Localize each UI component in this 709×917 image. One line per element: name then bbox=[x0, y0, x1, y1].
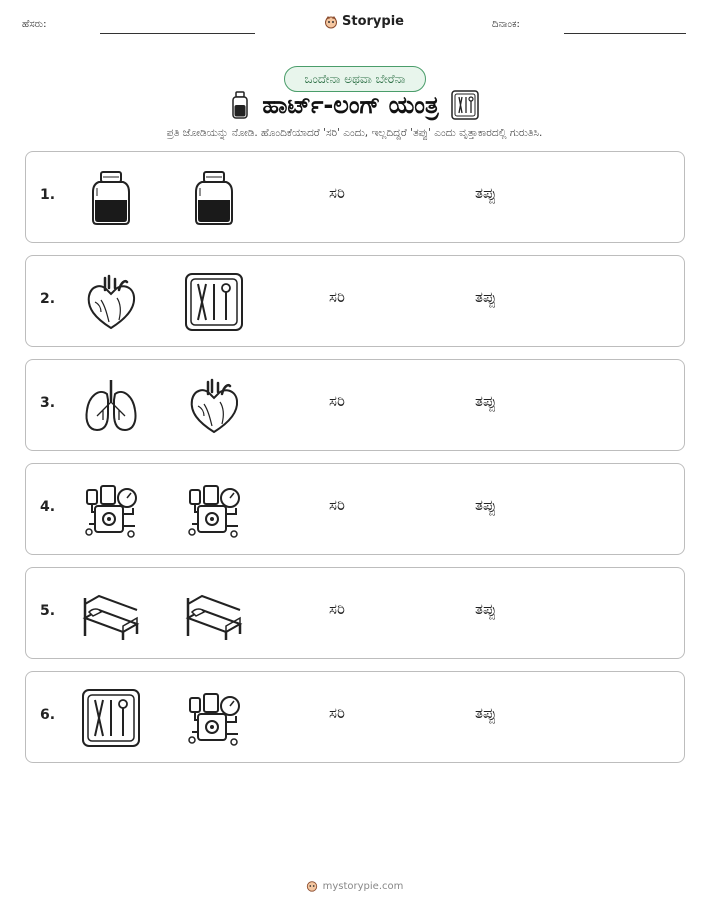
question-card bbox=[25, 567, 685, 659]
tools-icon bbox=[79, 686, 143, 750]
bottle-icon bbox=[79, 166, 143, 230]
option-false[interactable]: ತಪ್ಪು bbox=[475, 496, 497, 514]
storypie-mascot-icon bbox=[324, 15, 338, 29]
option-true[interactable]: ಸರಿ bbox=[329, 496, 345, 514]
title-row bbox=[0, 90, 709, 120]
footer bbox=[0, 880, 709, 892]
option-true[interactable]: ಸರಿ bbox=[329, 288, 345, 306]
question-number: 4. bbox=[40, 499, 56, 515]
question-number: 2. bbox=[40, 291, 56, 307]
machine-icon bbox=[182, 478, 246, 542]
option-false[interactable]: ತಪ್ಪು bbox=[475, 600, 497, 618]
machine-icon bbox=[182, 686, 246, 750]
bottle-icon bbox=[182, 166, 246, 230]
question-card bbox=[25, 255, 685, 347]
brand-name: Storypie bbox=[342, 14, 404, 29]
heart-icon bbox=[79, 270, 143, 334]
option-false[interactable]: ತಪ್ಪು bbox=[475, 288, 497, 306]
question-number: 3. bbox=[40, 395, 56, 411]
instructions: ಪ್ರತಿ ಜೋಡಿಯನ್ನು ನೋಡಿ. ಹೊಂದಿಕೆಯಾದರೆ 'ಸರಿ' ಎಂದು, ಇಲ್ಲದಿದ್ದರೆ 'ತಪ್ಪು' ಎಂದು ವೃತ್ತಾಕಾರದಲ್ಲಿ ಗುರುತಿಸಿ. bbox=[166, 127, 543, 139]
name-label: ಹೆಸರು: bbox=[22, 19, 47, 30]
option-true[interactable]: ಸರಿ bbox=[329, 704, 345, 722]
worksheet-type-badge: ಒಂದೇನಾ ಅಥವಾ ಬೇರೆನಾ bbox=[284, 66, 426, 92]
brand-logo bbox=[324, 14, 404, 29]
question-card bbox=[25, 359, 685, 451]
question-card bbox=[25, 463, 685, 555]
surgical-tools-icon bbox=[451, 90, 479, 120]
storypie-mascot-icon bbox=[306, 880, 318, 892]
bed-icon bbox=[79, 582, 143, 646]
option-false[interactable]: ತಪ್ಪು bbox=[475, 184, 497, 202]
question-number: 1. bbox=[40, 187, 56, 203]
date-label: ದಿನಾಂಕ: bbox=[492, 19, 520, 30]
option-false[interactable]: ತಪ್ಪು bbox=[475, 392, 497, 410]
heart-icon bbox=[182, 374, 246, 438]
question-card bbox=[25, 671, 685, 763]
footer-url[interactable]: mystorypie.com bbox=[322, 880, 404, 892]
bed-icon bbox=[182, 582, 246, 646]
date-line[interactable] bbox=[564, 33, 686, 34]
question-card bbox=[25, 151, 685, 243]
medicine-bottle-icon bbox=[230, 90, 250, 120]
page-title: ಹಾರ್ಟ್-ಲಂಗ್ ಯಂತ್ರ bbox=[262, 91, 439, 119]
machine-icon bbox=[79, 478, 143, 542]
name-line[interactable] bbox=[100, 33, 255, 34]
option-true[interactable]: ಸರಿ bbox=[329, 184, 345, 202]
option-false[interactable]: ತಪ್ಪು bbox=[475, 704, 497, 722]
option-true[interactable]: ಸರಿ bbox=[329, 392, 345, 410]
lungs-icon bbox=[79, 374, 143, 438]
question-number: 5. bbox=[40, 603, 56, 619]
question-number: 6. bbox=[40, 707, 56, 723]
option-true[interactable]: ಸರಿ bbox=[329, 600, 345, 618]
tools-icon bbox=[182, 270, 246, 334]
